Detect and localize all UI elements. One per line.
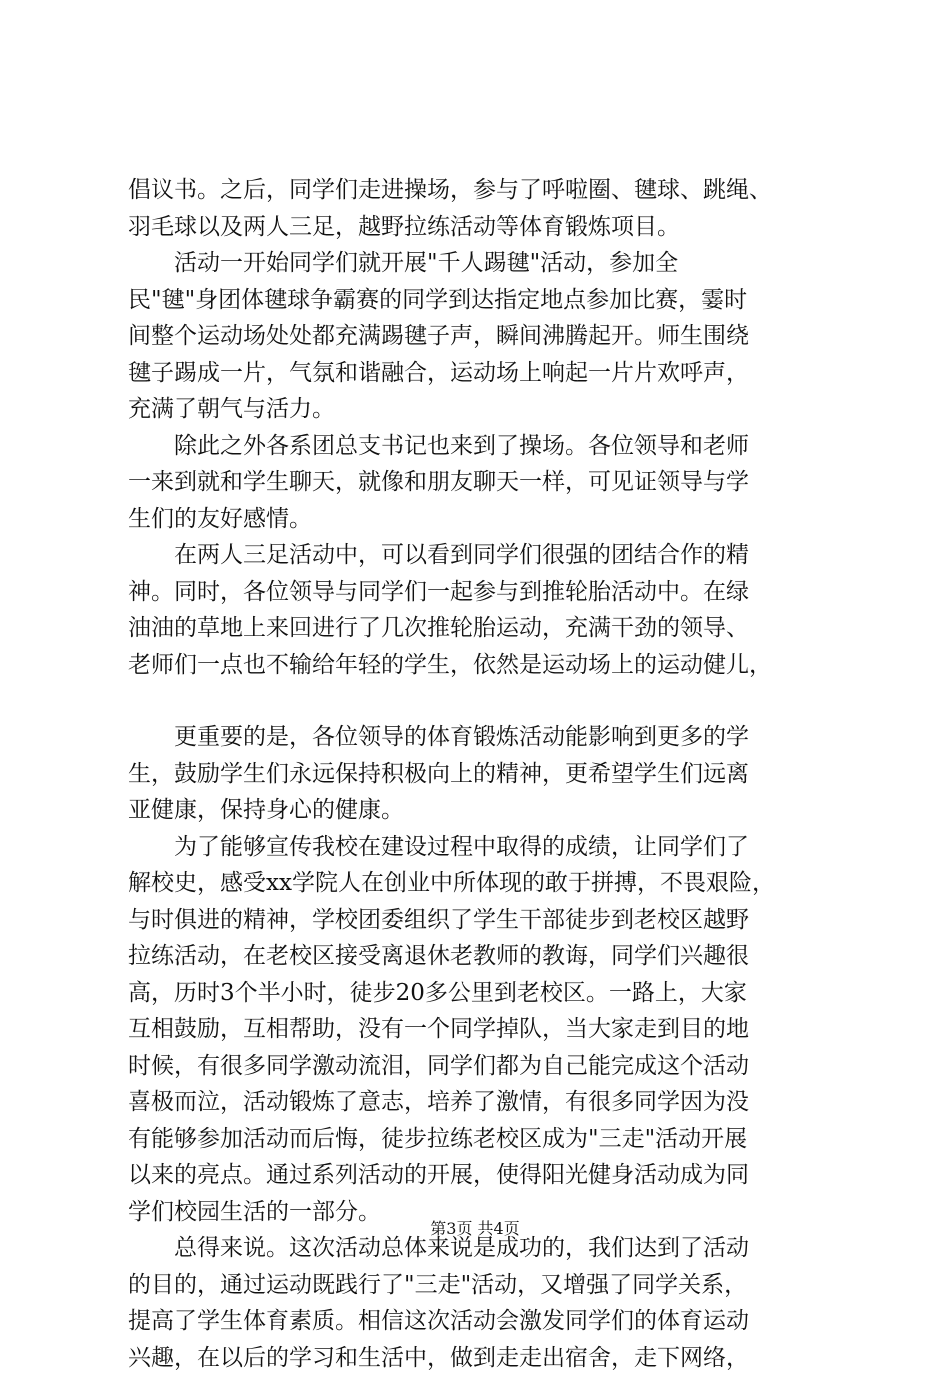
- text-line: 在两人三足活动中，可以看到同学们很强的团结合作的精: [128, 537, 840, 574]
- text-line: 民"毽"身团体毽球争霸赛的同学到达指定地点参加比赛，霎时: [128, 282, 840, 319]
- text-line: 更重要的是，各位领导的体育锻炼活动能影响到更多的学: [128, 719, 840, 756]
- paragraph-5: [128, 719, 840, 829]
- text-line: 时候，有很多同学激动流泪，同学们都为自己能完成这个活动: [128, 1048, 840, 1085]
- text-line: 喜极而泣，活动锻炼了意志，培养了激情，有很多同学因为没: [128, 1084, 840, 1121]
- paragraph-6: [128, 829, 840, 1231]
- text-line: 亚健康，保持身心的健康。: [128, 792, 840, 829]
- text-line: 高，历时3个半小时，徒步20多公里到老校区。一路上，大家: [128, 975, 840, 1012]
- page-number-label: 第3页 共4页: [430, 1219, 519, 1238]
- text-line: 羽毛球以及两人三足，越野拉练活动等体育锻炼项目。: [128, 209, 840, 246]
- text-line: 互相鼓励，互相帮助，没有一个同学掉队，当大家走到目的地: [128, 1011, 840, 1048]
- text-line: 生，鼓励学生们永远保持积极向上的精神，更希望学生们远离: [128, 756, 840, 793]
- paragraph-3: [128, 428, 840, 538]
- text-line: 提高了学生体育素质。相信这次活动会激发同学们的体育运动: [128, 1303, 840, 1340]
- text-line: 有能够参加活动而后悔，徒步拉练老校区成为"三走"活动开展: [128, 1121, 840, 1158]
- paragraph-gap: [128, 683, 840, 719]
- text-line: 除此之外各系团总支书记也来到了操场。各位领导和老师: [128, 428, 840, 465]
- text-line: 总得来说。这次活动总体来说是成功的，我们达到了活动: [128, 1230, 840, 1267]
- text-line: 解校史，感受xx学院人在创业中所体现的敢于拼搏，不畏艰险，: [128, 865, 840, 902]
- text-line: 老师们一点也不输给年轻的学生，依然是运动场上的运动健儿，: [128, 647, 840, 684]
- text-line: 与时俱进的精神，学校团委组织了学生干部徒步到老校区越野: [128, 902, 840, 939]
- paragraph-2: [128, 245, 840, 428]
- text-line: 一来到就和学生聊天，就像和朋友聊天一样，可见证领导与学: [128, 464, 840, 501]
- text-line: 拉练活动，在老校区接受离退休老教师的教诲，同学们兴趣很: [128, 938, 840, 975]
- text-line: 间整个运动场处处都充满踢毽子声，瞬间沸腾起开。师生围绕: [128, 318, 840, 355]
- text-line: 为了能够宣传我校在建设过程中取得的成绩，让同学们了: [128, 829, 840, 866]
- text-line: 毽子踢成一片，气氛和谐融合，运动场上响起一片片欢呼声，: [128, 355, 840, 392]
- paragraph-4: [128, 537, 840, 683]
- text-line: 油油的草地上来回进行了几次推轮胎运动，充满干劲的领导、: [128, 610, 840, 647]
- page-footer: [0, 1216, 950, 1239]
- text-line: 充满了朝气与活力。: [128, 391, 840, 428]
- text-line: 神。同时，各位领导与同学们一起参与到推轮胎活动中。在绿: [128, 574, 840, 611]
- text-line: 活动一开始同学们就开展"千人踢毽"活动，参加全: [128, 245, 840, 282]
- text-line: 的目的，通过运动既践行了"三走"活动，又增强了同学关系，: [128, 1267, 840, 1304]
- document-body: [128, 172, 840, 1376]
- paragraph-1: [128, 172, 840, 245]
- text-line: 学们校园生活的一部分。: [128, 1194, 840, 1231]
- text-line: 生们的友好感情。: [128, 501, 840, 538]
- paragraph-7: [128, 1230, 840, 1376]
- text-line: 以来的亮点。通过系列活动的开展，使得阳光健身活动成为同: [128, 1157, 840, 1194]
- text-line: 兴趣，在以后的学习和生活中，做到走走出宿舍，走下网络，: [128, 1340, 840, 1376]
- text-line: 倡议书。之后，同学们走进操场，参与了呼啦圈、毽球、跳绳、: [128, 172, 840, 209]
